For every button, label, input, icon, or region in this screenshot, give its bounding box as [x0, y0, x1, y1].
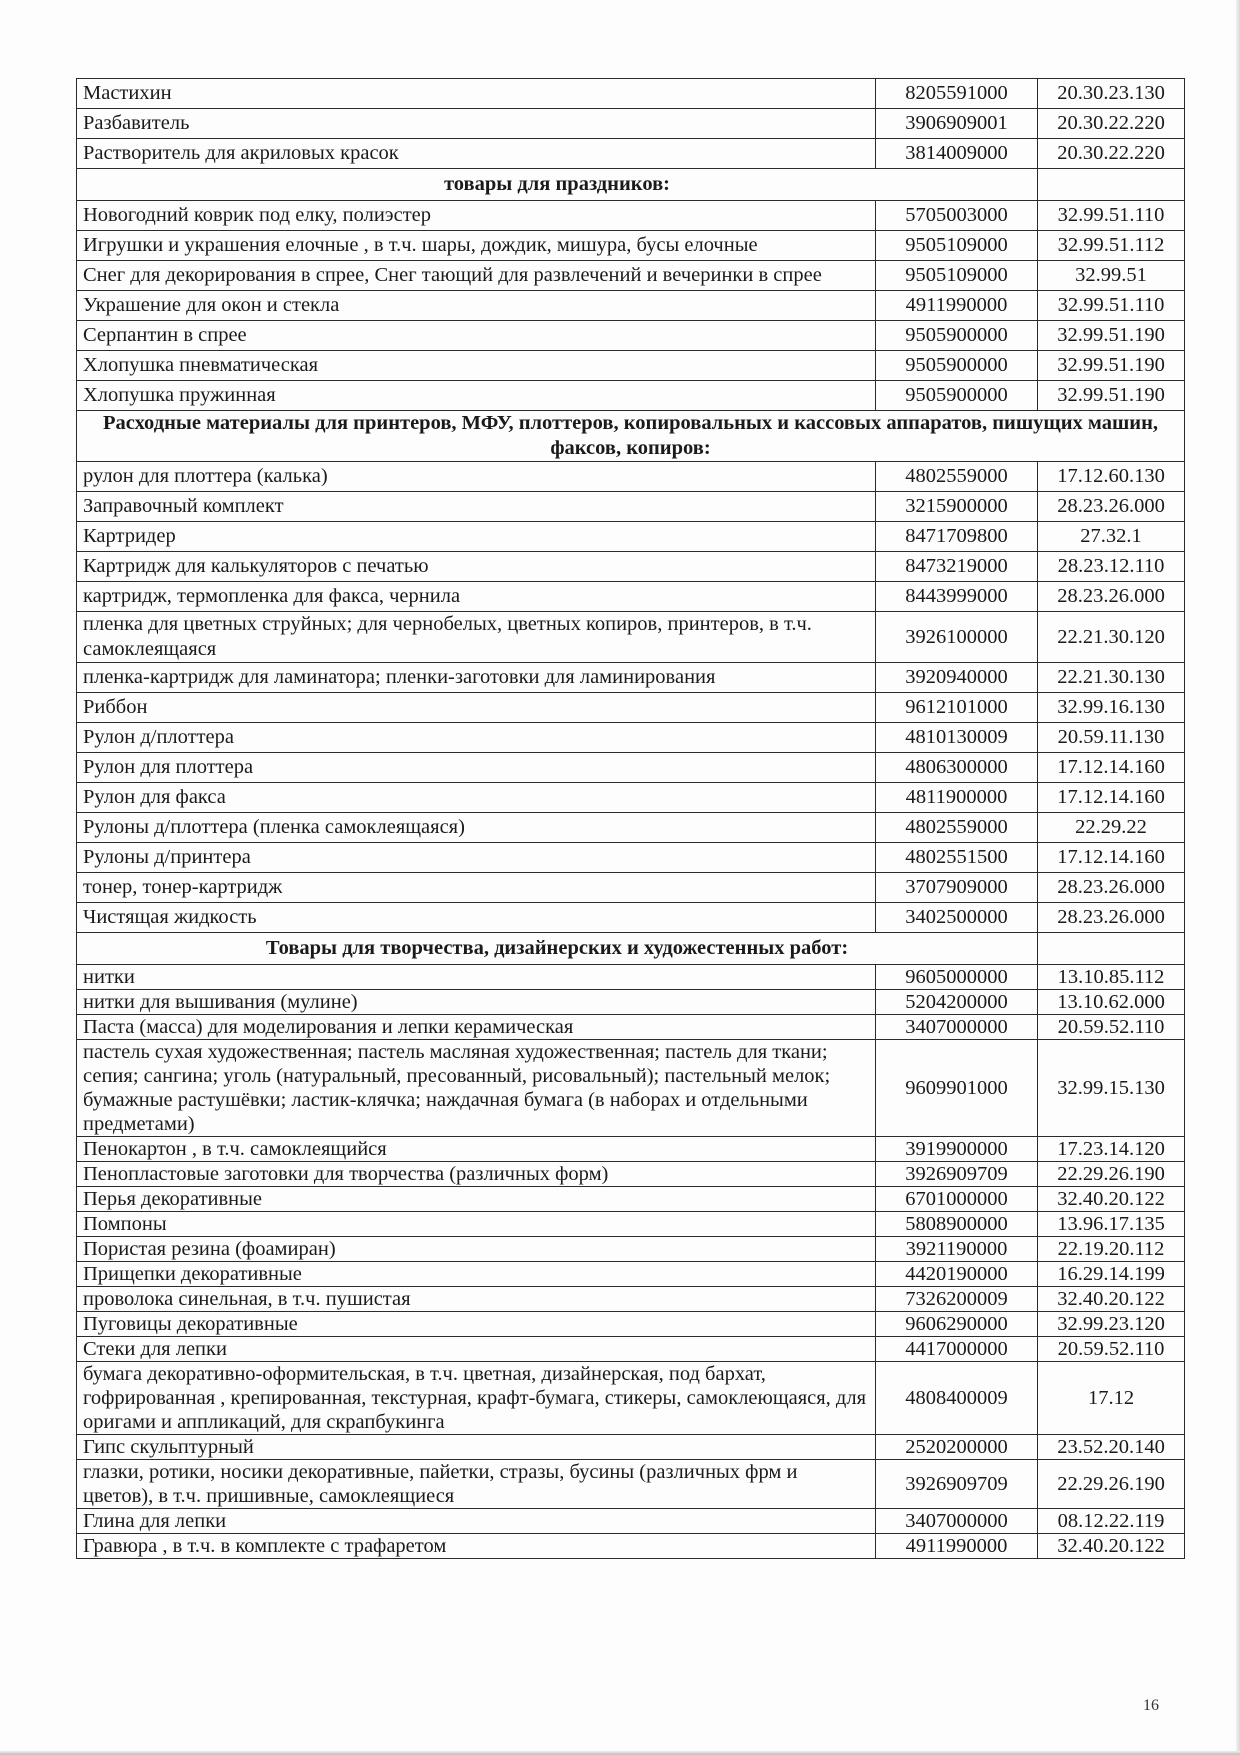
okpd-code-cell: 32.99.15.130	[1038, 1040, 1185, 1137]
tnved-code-cell: 4808400009	[876, 1362, 1038, 1435]
item-name-cell: Пуговицы декоративные	[77, 1312, 876, 1337]
table-row	[77, 843, 1185, 873]
table-row	[77, 1362, 1185, 1435]
section-header-row	[77, 411, 1185, 462]
item-name-cell: Украшение для окон и стекла	[77, 291, 876, 321]
item-name-cell: Риббон	[77, 693, 876, 723]
scan-edge-shadow	[1236, 0, 1240, 1755]
item-name-cell: Серпантин в спрее	[77, 321, 876, 351]
table-row	[77, 231, 1185, 261]
okpd-code-cell: 32.99.51	[1038, 261, 1185, 291]
okpd-code-cell: 17.12.60.130	[1038, 462, 1185, 492]
tnved-code-cell: 3814009000	[876, 139, 1038, 169]
tnved-code-cell: 3926909709	[876, 1162, 1038, 1187]
table-row	[77, 1237, 1185, 1262]
okpd-code-cell: 17.23.14.120	[1038, 1137, 1185, 1162]
okpd-code-cell: 22.19.20.112	[1038, 1237, 1185, 1262]
tnved-code-cell: 3407000000	[876, 1015, 1038, 1040]
tnved-code-cell: 4911990000	[876, 291, 1038, 321]
okpd-code-cell: 08.12.22.119	[1038, 1509, 1185, 1534]
tnved-code-cell: 4802559000	[876, 813, 1038, 843]
empty-cell	[1038, 169, 1185, 201]
item-name-cell: Прищепки декоративные	[77, 1262, 876, 1287]
table-row	[77, 1312, 1185, 1337]
item-name-cell: Картридж для калькуляторов с печатью	[77, 552, 876, 582]
item-name-cell: Рулон д/плоттера	[77, 723, 876, 753]
tnved-code-cell: 9609901000	[876, 1040, 1038, 1137]
tnved-code-cell: 5808900000	[876, 1212, 1038, 1237]
tnved-code-cell: 8473219000	[876, 552, 1038, 582]
item-name-cell: Помпоны	[77, 1212, 876, 1237]
okpd-code-cell: 20.59.52.110	[1038, 1015, 1185, 1040]
tnved-code-cell: 5204200000	[876, 990, 1038, 1015]
tnved-code-cell: 9505900000	[876, 381, 1038, 411]
okpd-code-cell: 32.99.51.190	[1038, 351, 1185, 381]
okpd-code-cell: 22.29.22	[1038, 813, 1185, 843]
table-row	[77, 139, 1185, 169]
tnved-code-cell: 4911990000	[876, 1534, 1038, 1559]
table-row	[77, 965, 1185, 990]
tnved-code-cell: 4806300000	[876, 753, 1038, 783]
item-name-cell: Стеки для лепки	[77, 1337, 876, 1362]
item-name-cell: Гипс скульптурный	[77, 1435, 876, 1460]
item-name-cell: нитки для вышивания (мулине)	[77, 990, 876, 1015]
item-name-cell: проволока синельная, в т.ч. пушистая	[77, 1287, 876, 1312]
item-name-cell: рулон для плоттера (калька)	[77, 462, 876, 492]
section-header-row	[77, 933, 1185, 965]
table-row	[77, 79, 1185, 109]
item-name-cell: Мастихин	[77, 79, 876, 109]
item-name-cell: Хлопушка пружинная	[77, 381, 876, 411]
tnved-code-cell: 3707909000	[876, 873, 1038, 903]
item-name-cell: бумага декоративно-оформительская, в т.ч. цветная, дизайнерская, под бархат, гофрированная , крепированная, текстурная, крафт-бумага, стикеры, самоклеющаяся, для оригами и аппликаций, для скрапбукинга	[77, 1362, 876, 1435]
item-name-cell: Картридер	[77, 522, 876, 552]
item-name-cell: Снег для декорирования в спрее, Снег тающий для развлечений и вечеринки в спрее	[77, 261, 876, 291]
tnved-code-cell: 3906909001	[876, 109, 1038, 139]
okpd-code-cell: 28.23.26.000	[1038, 873, 1185, 903]
table-row	[77, 873, 1185, 903]
item-name-cell: тонер, тонер-картридж	[77, 873, 876, 903]
table-row	[77, 261, 1185, 291]
table-row	[77, 1460, 1185, 1509]
tnved-code-cell: 8205591000	[876, 79, 1038, 109]
item-name-cell: Рулоны д/плоттера (пленка самоклеящаяся)	[77, 813, 876, 843]
tnved-code-cell: 4420190000	[876, 1262, 1038, 1287]
item-name-cell: Заправочный комплект	[77, 492, 876, 522]
table-row	[77, 1435, 1185, 1460]
table-row	[77, 552, 1185, 582]
tnved-code-cell: 3926100000	[876, 612, 1038, 663]
okpd-code-cell: 32.99.51.110	[1038, 291, 1185, 321]
okpd-code-cell: 20.59.11.130	[1038, 723, 1185, 753]
table-row	[77, 1040, 1185, 1137]
table-row	[77, 1137, 1185, 1162]
table-row	[77, 723, 1185, 753]
item-name-cell: картридж, термопленка для факса, чернила	[77, 582, 876, 612]
section-title: Товары для творчества, дизайнерских и художестенных работ:	[77, 933, 1038, 965]
item-name-cell: Перья декоративные	[77, 1187, 876, 1212]
okpd-code-cell: 13.10.85.112	[1038, 965, 1185, 990]
item-name-cell: Разбавитель	[77, 109, 876, 139]
item-name-cell: Хлопушка пневматическая	[77, 351, 876, 381]
tnved-code-cell: 3402500000	[876, 903, 1038, 933]
item-name-cell: Рулон для факса	[77, 783, 876, 813]
okpd-code-cell: 32.99.51.190	[1038, 321, 1185, 351]
okpd-code-cell: 28.23.12.110	[1038, 552, 1185, 582]
page-number: 16	[1143, 1697, 1159, 1714]
okpd-code-cell: 13.96.17.135	[1038, 1212, 1185, 1237]
table-row	[77, 522, 1185, 552]
table-row	[77, 381, 1185, 411]
tnved-code-cell: 5705003000	[876, 201, 1038, 231]
tnved-code-cell: 2520200000	[876, 1435, 1038, 1460]
okpd-code-cell: 20.30.22.220	[1038, 139, 1185, 169]
table-row	[77, 201, 1185, 231]
okpd-code-cell: 22.21.30.130	[1038, 663, 1185, 693]
item-name-cell: Новогодний коврик под елку, полиэстер	[77, 201, 876, 231]
okpd-code-cell: 22.21.30.120	[1038, 612, 1185, 663]
okpd-code-cell: 28.23.26.000	[1038, 903, 1185, 933]
item-name-cell: Паста (масса) для моделирования и лепки керамическая	[77, 1015, 876, 1040]
table-row	[77, 1509, 1185, 1534]
item-name-cell: Игрушки и украшения елочные , в т.ч. шары, дождик, мишура, бусы елочные	[77, 231, 876, 261]
okpd-code-cell: 32.99.51.110	[1038, 201, 1185, 231]
tnved-code-cell: 9505900000	[876, 351, 1038, 381]
table-row	[77, 693, 1185, 723]
table-row	[77, 462, 1185, 492]
okpd-code-cell: 22.29.26.190	[1038, 1162, 1185, 1187]
tnved-code-cell: 4802559000	[876, 462, 1038, 492]
tnved-code-cell: 3926909709	[876, 1460, 1038, 1509]
item-name-cell: пленка для цветных струйных; для чернобелых, цветных копиров, принтеров, в т.ч. самоклеящаяся	[77, 612, 876, 663]
tnved-code-cell: 8443999000	[876, 582, 1038, 612]
table-row	[77, 903, 1185, 933]
okpd-code-cell: 17.12.14.160	[1038, 783, 1185, 813]
table-row	[77, 291, 1185, 321]
okpd-code-cell: 17.12.14.160	[1038, 753, 1185, 783]
table-row	[77, 1262, 1185, 1287]
tnved-code-cell: 9612101000	[876, 693, 1038, 723]
tnved-code-cell: 8471709800	[876, 522, 1038, 552]
okpd-code-cell: 32.40.20.122	[1038, 1534, 1185, 1559]
item-name-cell: Пористая резина (фоамиран)	[77, 1237, 876, 1262]
okpd-code-cell: 32.99.16.130	[1038, 693, 1185, 723]
tnved-code-cell: 3407000000	[876, 1509, 1038, 1534]
okpd-code-cell: 28.23.26.000	[1038, 492, 1185, 522]
okpd-code-cell: 20.30.23.130	[1038, 79, 1185, 109]
table-row	[77, 783, 1185, 813]
table-row	[77, 990, 1185, 1015]
table-row	[77, 1015, 1185, 1040]
okpd-code-cell: 28.23.26.000	[1038, 582, 1185, 612]
section-title: Расходные материалы для принтеров, МФУ, плоттеров, копировальных и кассовых аппаратов, пишущих машин, факсов, копиров:	[77, 411, 1185, 462]
okpd-code-cell: 32.99.51.112	[1038, 231, 1185, 261]
table-row	[77, 612, 1185, 663]
tnved-code-cell: 9505109000	[876, 231, 1038, 261]
table-row	[77, 663, 1185, 693]
okpd-code-cell: 27.32.1	[1038, 522, 1185, 552]
okpd-code-cell: 22.29.26.190	[1038, 1460, 1185, 1509]
okpd-code-cell: 32.99.23.120	[1038, 1312, 1185, 1337]
tnved-code-cell: 9505900000	[876, 321, 1038, 351]
tnved-code-cell: 3920940000	[876, 663, 1038, 693]
okpd-code-cell: 23.52.20.140	[1038, 1435, 1185, 1460]
okpd-code-cell: 17.12	[1038, 1362, 1185, 1435]
empty-cell	[1038, 933, 1185, 965]
item-name-cell: нитки	[77, 965, 876, 990]
item-name-cell: Пенокартон , в т.ч. самоклеящийся	[77, 1137, 876, 1162]
okpd-code-cell: 16.29.14.199	[1038, 1262, 1185, 1287]
item-name-cell: Растворитель для акриловых красок	[77, 139, 876, 169]
table-row	[77, 109, 1185, 139]
tnved-code-cell: 3215900000	[876, 492, 1038, 522]
tnved-code-cell: 4417000000	[876, 1337, 1038, 1362]
table-row	[77, 1187, 1185, 1212]
item-name-cell: глазки, ротики, носики декоративные, пайетки, стразы, бусины (различных фрм и цветов), в т.ч. пришивные, самоклеящиеся	[77, 1460, 876, 1509]
table-row	[77, 1287, 1185, 1312]
okpd-code-cell: 17.12.14.160	[1038, 843, 1185, 873]
item-name-cell: Глина для лепки	[77, 1509, 876, 1534]
item-name-cell: Рулон для плоттера	[77, 753, 876, 783]
table-body	[77, 79, 1185, 1559]
table-row	[77, 321, 1185, 351]
table-row	[77, 753, 1185, 783]
table-row	[77, 582, 1185, 612]
tnved-code-cell: 7326200009	[876, 1287, 1038, 1312]
table-row	[77, 492, 1185, 522]
okpd-code-cell: 20.30.22.220	[1038, 109, 1185, 139]
section-header-row	[77, 169, 1185, 201]
tnved-code-cell: 3919900000	[876, 1137, 1038, 1162]
tnved-code-cell: 4811900000	[876, 783, 1038, 813]
goods-classification-table	[76, 78, 1185, 1559]
okpd-code-cell: 32.40.20.122	[1038, 1187, 1185, 1212]
tnved-code-cell: 4802551500	[876, 843, 1038, 873]
table-row	[77, 1534, 1185, 1559]
item-name-cell: Рулоны д/принтера	[77, 843, 876, 873]
okpd-code-cell: 32.99.51.190	[1038, 381, 1185, 411]
okpd-code-cell: 20.59.52.110	[1038, 1337, 1185, 1362]
okpd-code-cell: 13.10.62.000	[1038, 990, 1185, 1015]
section-title: товары для праздников:	[77, 169, 1038, 201]
table-row	[77, 1162, 1185, 1187]
tnved-code-cell: 3921190000	[876, 1237, 1038, 1262]
item-name-cell: пленка-картридж для ламинатора; пленки-заготовки для ламинирования	[77, 663, 876, 693]
tnved-code-cell: 6701000000	[876, 1187, 1038, 1212]
table-row	[77, 1212, 1185, 1237]
scan-bottom-shadow	[0, 1751, 1240, 1755]
item-name-cell: Пенопластовые заготовки для творчества (различных форм)	[77, 1162, 876, 1187]
table-row	[77, 351, 1185, 381]
item-name-cell: Чистящая жидкость	[77, 903, 876, 933]
tnved-code-cell: 4810130009	[876, 723, 1038, 753]
tnved-code-cell: 9505109000	[876, 261, 1038, 291]
tnved-code-cell: 9605000000	[876, 965, 1038, 990]
item-name-cell: пастель сухая художественная; пастель масляная художественная; пастель для ткани; сепия; сангина; уголь (натуральный, пресованный, рисовальный); пастельный мелок; бумажные растушёвки; ластик-клячка; наждачная бумага (в наборах и отдельными предметами)	[77, 1040, 876, 1137]
item-name-cell: Гравюра , в т.ч. в комплекте с трафаретом	[77, 1534, 876, 1559]
tnved-code-cell: 9606290000	[876, 1312, 1038, 1337]
table-row	[77, 813, 1185, 843]
table-row	[77, 1337, 1185, 1362]
okpd-code-cell: 32.40.20.122	[1038, 1287, 1185, 1312]
